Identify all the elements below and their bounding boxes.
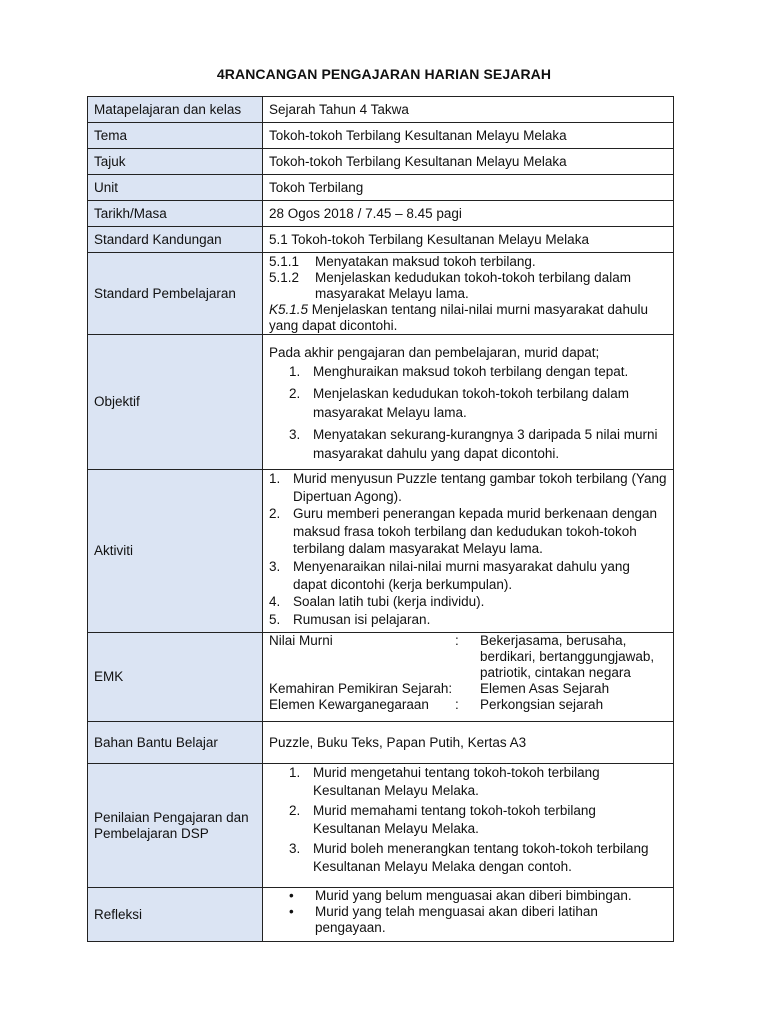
date-time-value: 28 Ogos 2018 / 7.45 – 8.45 pagi — [263, 201, 674, 227]
unit-value: Tokoh Terbilang — [263, 175, 674, 201]
list-item — [269, 697, 667, 713]
row-label: Aktiviti — [88, 470, 263, 633]
lesson-plan-table — [87, 96, 674, 942]
list-item — [269, 633, 667, 681]
table-row — [88, 201, 674, 227]
theme-value: Tokoh-tokoh Terbilang Kesultanan Melayu Melaka — [263, 123, 674, 149]
row-label: Tema — [88, 123, 263, 149]
list-item: 5. Rumusan isi pelajaran. — [269, 611, 431, 627]
row-label: Tarikh/Masa — [88, 201, 263, 227]
emk-key: Nilai Murni — [269, 633, 333, 648]
objective-text: Menghuraikan maksud tokoh terbilang dengan tepat. — [313, 364, 629, 379]
row-label: EMK — [88, 633, 263, 722]
table-row — [88, 175, 674, 201]
emk-colon — [455, 681, 480, 697]
objective-intro: Pada akhir pengajaran dan pembelajaran, murid dapat; — [269, 345, 600, 360]
emk-value: Elemen Asas Sejarah — [480, 681, 610, 696]
document-title: 4RANCANGAN PENGAJARAN HARIAN SEJARAH — [216, 66, 552, 82]
standard-text: Menjelaskan kedudukan tokoh-tokoh terbilang dalam masyarakat Melayu lama. — [315, 270, 631, 301]
row-label: Standard Kandungan — [88, 227, 263, 253]
emk-colon: : — [455, 633, 459, 648]
emk-colon: : — [455, 697, 459, 712]
extra-standard — [269, 302, 667, 334]
table-row — [88, 97, 674, 123]
list-item: 1. Menghuraikan maksud tokoh terbilang dengan tepat. — [289, 364, 629, 379]
list-item — [269, 254, 667, 270]
row-label: Matapelajaran dan kelas — [88, 97, 263, 123]
row-label: Objektif — [88, 335, 263, 470]
row-label: Bahan Bantu Belajar — [88, 722, 263, 764]
list-item: 2. Guru memberi penerangan kepada murid berkenaan dengan maksud frasa tokoh terbilang dan kedudukan tokoh-tokoh terbilang dalam masyarakat Melayu lama. — [269, 506, 657, 557]
reflection-text: Murid yang telah menguasai akan diberi latihan pengayaan. — [315, 904, 598, 935]
reflection-text: Murid yang belum menguasai akan diberi bimbingan. — [315, 888, 632, 903]
topic-value: Tokoh-tokoh Terbilang Kesultanan Melayu Melaka — [263, 149, 674, 175]
assessment-cell — [263, 764, 674, 888]
content-standard-value: 5.1 Tokoh-tokoh Terbilang Kesultanan Melayu Melaka — [263, 227, 674, 253]
objective-cell — [263, 335, 674, 470]
bullet-icon: • — [289, 904, 294, 919]
emk-cell — [263, 633, 674, 722]
extra-standard-code: K5.1.5 — [269, 302, 309, 317]
row-label: Refleksi — [88, 888, 263, 942]
activity-text: Menyenaraikan nilai-nilai murni masyarakat dahulu yang dapat dicontohi (kerja berkumpulan). — [293, 558, 630, 592]
table-row — [88, 227, 674, 253]
table-row — [88, 764, 674, 888]
teaching-aids-value: Puzzle, Buku Teks, Papan Putih, Kertas A3 — [263, 722, 674, 764]
table-row — [88, 123, 674, 149]
objective-text: Menyatakan sekurang-kurangnya 3 daripada 5 nilai murni masyarakat dahulu yang dapat dicontohi. — [313, 427, 658, 461]
assessment-text: Murid boleh menerangkan tentang tokoh-tokoh terbilang Kesultanan Melayu Melaka dengan contoh. — [313, 841, 649, 874]
activity-text: Guru memberi penerangan kepada murid berkenaan dengan maksud frasa tokoh terbilang dan kedudukan tokoh-tokoh terbilang dalam masyarakat Melayu lama. — [293, 506, 657, 557]
list-item — [269, 270, 667, 302]
assessment-text: Murid mengetahui tentang tokoh-tokoh terbilang Kesultanan Melayu Melaka. — [313, 765, 600, 798]
reflection-list — [269, 888, 667, 936]
table-row — [88, 149, 674, 175]
list-item: 3. Menyatakan sekurang-kurangnya 3 daripada 5 nilai murni masyarakat dahulu yang dapat dicontohi. — [289, 427, 658, 461]
table-row — [88, 888, 674, 942]
activity-text: Rumusan isi pelajaran. — [293, 611, 431, 627]
subject-class-value: Sejarah Tahun 4 Takwa — [263, 97, 674, 123]
activity-text: Murid menyusun Puzzle tentang gambar tokoh terbilang (Yang Dipertuan Agong). — [293, 471, 667, 504]
list-item: 1. Murid menyusun Puzzle tentang gambar tokoh terbilang (Yang Dipertuan Agong). — [269, 471, 667, 504]
reflection-cell — [263, 888, 674, 942]
row-label: Unit — [88, 175, 263, 201]
emk-key: Elemen Kewarganegaraan — [269, 697, 429, 712]
table-row — [88, 633, 674, 722]
standard-code: 5.1.1 — [269, 254, 300, 269]
table-row — [88, 335, 674, 470]
assessment-text: Murid memahami tentang tokoh-tokoh terbilang Kesultanan Melayu Melaka. — [313, 803, 596, 836]
table-row — [88, 722, 674, 764]
table-row — [88, 470, 674, 633]
objective-list — [269, 362, 667, 463]
standard-text: Menyatakan maksud tokoh terbilang. — [315, 254, 536, 269]
list-item: 1. Murid mengetahui tentang tokoh-tokoh terbilang Kesultanan Melayu Melaka. — [289, 765, 600, 798]
activity-text: Soalan latih tubi (kerja individu). — [293, 594, 485, 610]
learning-standard-cell — [263, 253, 674, 335]
list-item: 2. Menjelaskan kedudukan tokoh-tokoh terbilang dalam masyarakat Melayu lama. — [289, 386, 629, 420]
list-item — [269, 904, 667, 936]
list-item — [269, 681, 667, 697]
bullet-icon: • — [289, 888, 294, 903]
activity-cell — [263, 470, 674, 633]
row-label: Tajuk — [88, 149, 263, 175]
extra-standard-text: Menjelaskan tentang nilai-nilai murni masyarakat dahulu yang dapat dicontohi. — [269, 302, 648, 333]
activity-list — [269, 470, 667, 628]
assessment-list — [269, 764, 667, 875]
table-row — [88, 253, 674, 335]
list-item: 3. Menyenaraikan nilai-nilai murni masyarakat dahulu yang dapat dicontohi (kerja berkumpulan). — [269, 558, 630, 592]
emk-value: Perkongsian sejarah — [480, 697, 604, 712]
row-label: Penilaian Pengajaran dan Pembelajaran DSP — [88, 764, 263, 888]
standard-code: 5.1.2 — [269, 270, 300, 285]
list-item: 3. Murid boleh menerangkan tentang tokoh-tokoh terbilang Kesultanan Melayu Melaka dengan contoh. — [289, 841, 649, 874]
objective-text: Menjelaskan kedudukan tokoh-tokoh terbilang dalam masyarakat Melayu lama. — [313, 386, 629, 420]
emk-key: Kemahiran Pemikiran Sejarah: — [269, 681, 453, 696]
list-item — [269, 888, 667, 904]
list-item: 2. Murid memahami tentang tokoh-tokoh terbilang Kesultanan Melayu Melaka. — [289, 803, 596, 836]
emk-value: Bekerjasama, berusaha, berdikari, bertanggungjawab, patriotik, cintakan negara — [480, 633, 655, 680]
row-label: Standard Pembelajaran — [88, 253, 263, 335]
list-item: 4. Soalan latih tubi (kerja individu). — [269, 594, 485, 610]
